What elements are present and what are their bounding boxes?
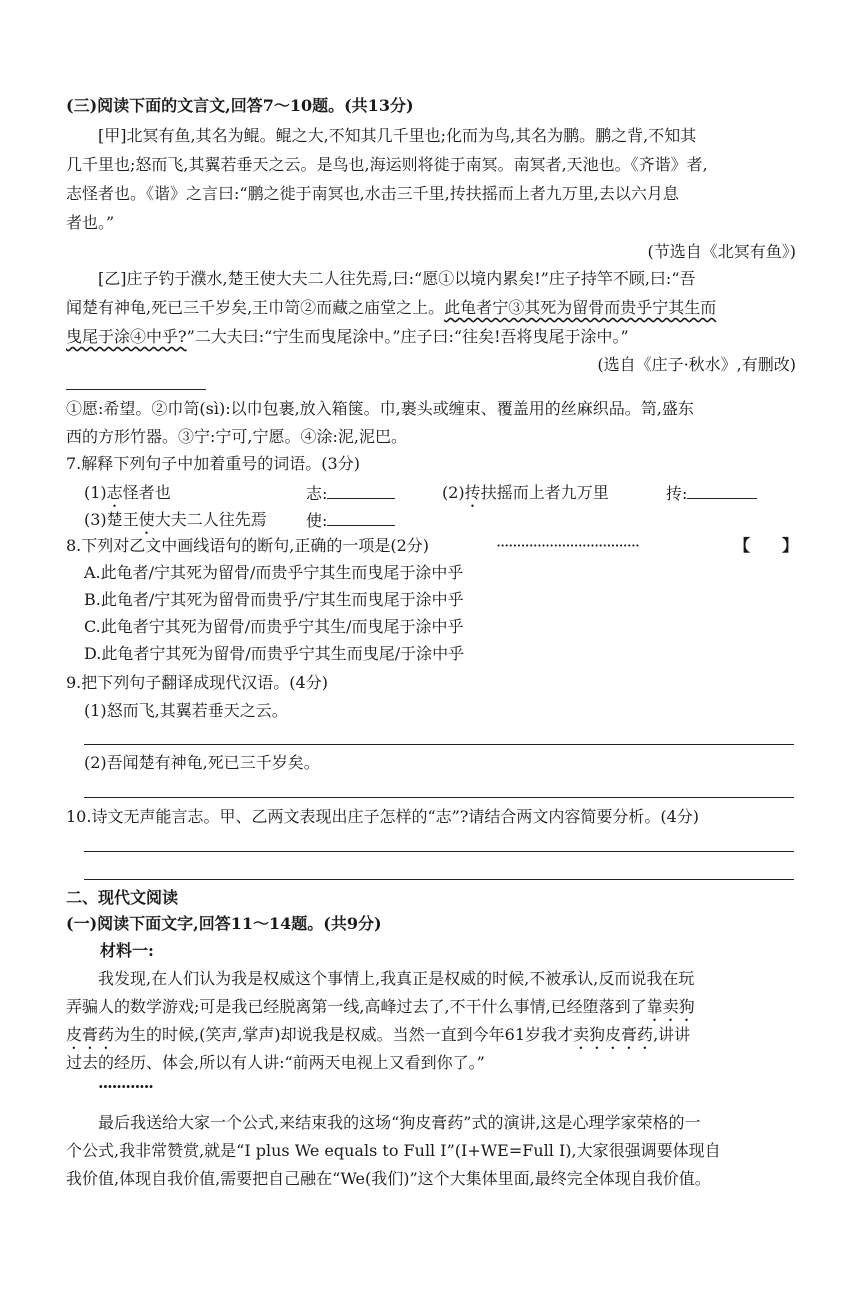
q7-item-1-dotted-word: 志 xyxy=(106,483,123,502)
q7-answer-3 xyxy=(306,509,395,532)
p1-dotted-phrase-1: 靠卖狗 xyxy=(646,997,695,1016)
ellipsis: ············ xyxy=(98,1077,153,1096)
footnote-line-2: 西的方形竹器。③宁:宁可,宁愿。④涂:泥,泥巴。 xyxy=(66,427,407,446)
p1-line-2-plain: 弄骗人的数学游戏;可是我已经脱离第一线,高峰过去了,不干什么事情,已经堕落到了 xyxy=(66,997,647,1016)
q10-stem: 10.诗文无声能言志。甲、乙两文表现出庄子怎样的“志”?请结合两文内容简要分析。(4分) xyxy=(66,807,700,826)
modern-heading: (一)阅读下面文字,回答11～14题。(共9分) xyxy=(66,914,382,933)
footnote-divider xyxy=(66,389,206,390)
q7-answer-1-blank[interactable] xyxy=(327,482,395,499)
yi-line-2-plain: 闻楚有神龟,死已三千岁矣,王巾笥②而藏之庙堂之上。 xyxy=(66,298,445,317)
q7-item-3-rest: 大夫二人往先焉 xyxy=(154,510,267,529)
q9-stem: 9.把下列句子翻译成现代汉语。(4分) xyxy=(66,673,328,692)
q10-answer-line-1[interactable] xyxy=(84,851,794,852)
jia-line-2: 几千里也;怒而飞,其翼若垂天之云。是鸟也,海运则将徙于南冥。南冥者,天池也。《齐谐》者, xyxy=(66,155,708,174)
q7-item-3-dotted-word: 使 xyxy=(138,510,155,529)
q7-item-1-rest: 怪者也 xyxy=(122,483,171,502)
q7-item-3-prefix: (3)楚王 xyxy=(84,510,139,529)
q7-item-3 xyxy=(84,509,267,538)
yi-underlined-sentence-part-2: 曳尾于涂④中乎? xyxy=(66,327,187,346)
yi-line-3-plain: ”二大夫曰:“宁生而曳尾涂中。”庄子曰:“往矣!吾将曳尾于涂中。” xyxy=(186,327,629,346)
material-label: 材料一: xyxy=(100,941,154,960)
q7-item-2-rest: 扶摇而上者九万里 xyxy=(480,483,609,502)
q8-option-a: A.此龟者/宁其死为留骨/而贵乎宁其生而曳尾于涂中乎 xyxy=(84,563,464,582)
q9-item-1: (1)怒而飞,其翼若垂天之云。 xyxy=(84,701,288,720)
p1-line-3-tail: ,讲讲 xyxy=(653,1025,691,1044)
q7-item-1-prefix: (1) xyxy=(84,483,107,502)
jia-line-1: [甲]北冥有鱼,其名为鲲。鲲之大,不知其几千里也;化而为鸟,其名为鹏。鹏之背,不知其 xyxy=(98,126,697,145)
q7-answer-1-label: 志: xyxy=(306,484,328,503)
p1-line-4: 过去的经历、体会,所以有人讲:“前两天电视上又看到你了。” xyxy=(66,1053,485,1072)
q10-answer-line-2[interactable] xyxy=(84,879,794,880)
p1-dotted-phrase-2: 卖狗皮膏药 xyxy=(573,1025,654,1044)
q7-answer-3-blank[interactable] xyxy=(327,509,395,526)
q7-answer-2-label: 抟: xyxy=(666,484,688,503)
p1-line-1: 我发现,在人们认为我是权威这个事情上,我真正是权威的时候,不被承认,反而说我在玩 xyxy=(98,969,695,988)
jia-source: (节选自《北冥有鱼》) xyxy=(647,242,796,261)
q7-stem: 7.解释下列句子中加着重号的词语。(3分) xyxy=(66,454,360,473)
q7-answer-2 xyxy=(666,482,757,505)
q8-option-b: B.此龟者/宁其死为留骨而贵乎/宁其生而曳尾于涂中乎 xyxy=(84,590,464,609)
yi-line-3 xyxy=(66,326,629,348)
jia-line-4: 者也。” xyxy=(66,213,115,232)
p2-line-2: 个公式,我非常赞赏,就是“I plus We equals to Full I”(I+WE=Full I),大家很强调要体现自 xyxy=(66,1141,721,1160)
q8-option-d: D.此龟者宁其死为留骨/而贵乎宁其生而曳尾/于涂中乎 xyxy=(84,644,465,663)
q8-answer-bracket[interactable]: 【 】 xyxy=(734,536,799,555)
q7-item-1 xyxy=(84,482,171,511)
p2-line-3: 我价值,体现自我价值,需要把自己融在“We(我们)”这个大集体里面,最终完全体现自我价值。 xyxy=(66,1169,711,1188)
q8-option-c: C.此龟者宁其死为留骨/而贵乎宁其生/而曳尾于涂中乎 xyxy=(84,617,464,636)
q9-answer-line-1[interactable] xyxy=(84,744,794,745)
q8-leader-dots: ··································· xyxy=(496,536,640,555)
p2-line-1: 最后我送给大家一个公式,来结束我的这场“狗皮膏药”式的演讲,这是心理学家荣格的一 xyxy=(98,1113,701,1132)
p1-line-3 xyxy=(66,1024,690,1053)
q7-answer-2-blank[interactable] xyxy=(687,482,757,499)
footnote-line-1: ①愿:希望。②巾笥(sì):以巾包裹,放入箱箧。巾,裹头或缠束、覆盖用的丝麻织品。笥,盛东 xyxy=(66,399,694,418)
jia-line-3: 志怪者也。《谐》之言曰:“鹏之徙于南冥也,水击三千里,抟扶摇而上者九万里,去以六月息 xyxy=(66,184,679,203)
q9-answer-line-2[interactable] xyxy=(84,797,794,798)
q7-answer-3-label: 使: xyxy=(306,511,328,530)
q7-item-2 xyxy=(442,482,609,511)
q7-answer-1 xyxy=(306,482,395,505)
yi-line-2 xyxy=(66,297,716,319)
q7-item-2-prefix: (2) xyxy=(442,483,465,502)
q8-stem: 8.下列对乙文中画线语句的断句,正确的一项是(2分) xyxy=(66,536,430,555)
yi-underlined-sentence-part-1: 此龟者宁③其死为留骨而贵乎宁其生而 xyxy=(444,298,717,317)
yi-source: (选自《庄子·秋水》,有删改) xyxy=(597,355,796,374)
q9-item-2: (2)吾闻楚有神龟,死已三千岁矣。 xyxy=(84,753,320,772)
classical-heading: (三)阅读下面的文言文,回答7～10题。(共13分) xyxy=(66,96,414,115)
q7-item-2-dotted-word: 抟 xyxy=(464,483,481,502)
modern-section-title: 二、现代文阅读 xyxy=(66,888,179,907)
p1-line-2 xyxy=(66,996,695,1025)
yi-line-1: [乙]庄子钓于濮水,楚王使大夫二人往先焉,曰:“愿①以境内累矣!”庄子持竿不顾,曰:“吾 xyxy=(98,269,696,288)
p1-dotted-phrase-1-cont: 皮膏药 xyxy=(66,1025,115,1044)
p1-line-3-plain: 为生的时候,(笑声,掌声)却说我是权威。当然一直到今年61岁我才 xyxy=(114,1025,574,1044)
